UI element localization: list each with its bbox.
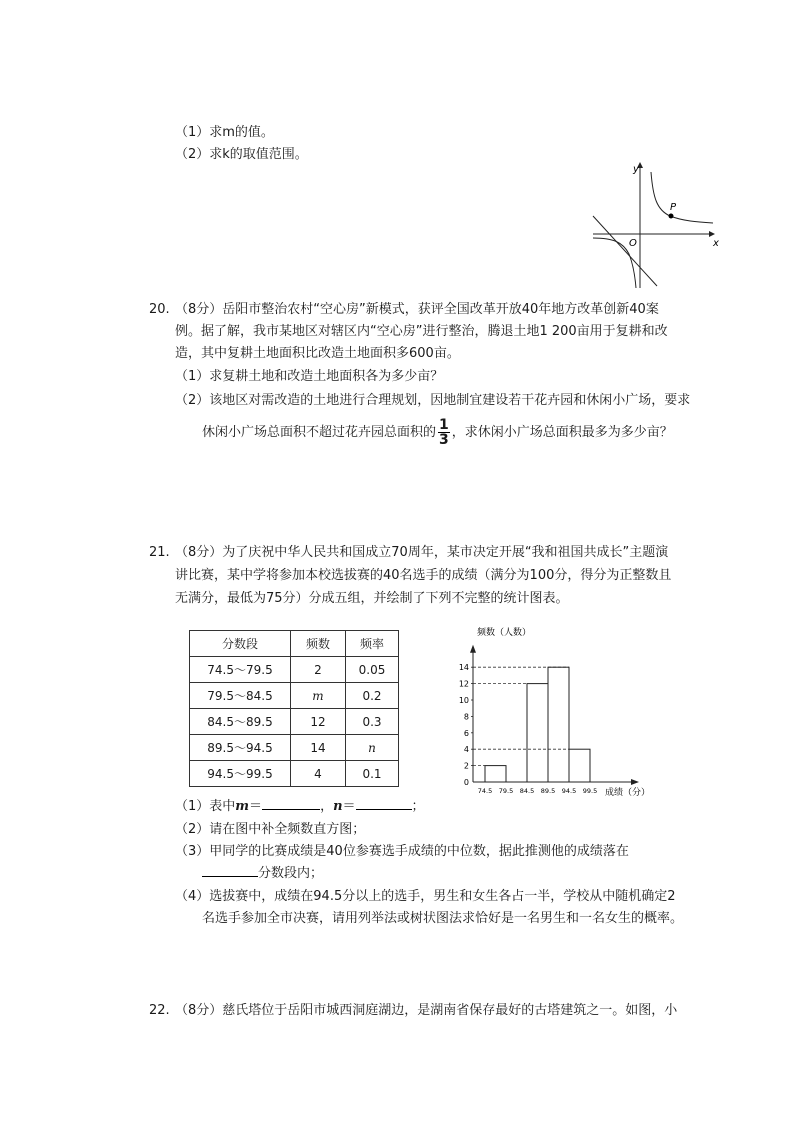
x-tick-label: 94.5 — [561, 787, 577, 795]
origin-label: O — [629, 238, 637, 249]
table-cell: 84.5～89.5 — [190, 709, 291, 735]
comma: ， — [320, 799, 334, 814]
y-axis-label: y — [633, 164, 639, 175]
q21-part1-prefix: （1）表中 — [175, 799, 236, 814]
fraction-one-third — [438, 418, 450, 447]
table-cell: 0.2 — [346, 683, 399, 709]
y-tick-label: 6 — [463, 728, 469, 738]
table-cell: m — [291, 683, 346, 709]
q19-part2: （2）求k的取值范围。 — [175, 147, 308, 162]
equals-sign: ＝ — [342, 799, 356, 814]
q20-line2: 例。据了解，我市某地区对辖区内“空心房”进行整治，腾退土地1 200亩用于复耕和改 — [175, 324, 668, 339]
table-header: 频率 — [346, 631, 399, 657]
table-cell: 89.5～94.5 — [190, 735, 291, 761]
frequency-histogram — [440, 622, 651, 802]
q20-part1: （1）求复耕土地和改造土地面积各为多少亩？ — [175, 369, 444, 384]
frequency-table — [189, 630, 399, 787]
table-cell: 0.3 — [346, 709, 399, 735]
semicolon: ； — [411, 799, 425, 814]
q21-line3: 无满分，最低为75分）分成五组，并绘制了下列不完整的统计图表。 — [175, 591, 569, 606]
x-axis-title: 成绩（分） — [605, 788, 651, 798]
table-cell: n — [346, 735, 399, 761]
x-tick-label: 79.5 — [498, 787, 514, 795]
q21-line1: （8分）为了庆祝中华人民共和国成立70周年，某市决定开展“我和祖国共成长”主题演 — [175, 545, 669, 560]
table-cell: 79.5～84.5 — [190, 683, 291, 709]
q21-line2: 讲比赛，某中学将参加本校选拔赛的40名选手的成绩（满分为100分，得分为正整数且 — [175, 568, 672, 583]
table-cell: 0.1 — [346, 761, 399, 787]
y-tick-label: 8 — [463, 712, 469, 722]
y-tick-label: 2 — [463, 761, 469, 771]
y-tick-label: 12 — [458, 679, 469, 689]
y-tick-label: 4 — [463, 745, 469, 755]
point-p — [669, 214, 674, 219]
histogram-bar — [569, 749, 590, 782]
table-cell: 2 — [291, 657, 346, 683]
q19-part1: （1）求m的值。 — [175, 125, 274, 140]
table-row — [190, 683, 399, 709]
q20-line3: 造，其中复耕土地面积比改造土地面积多600亩。 — [175, 346, 460, 361]
histogram-bar — [527, 684, 548, 782]
x-tick-label: 99.5 — [582, 787, 598, 795]
q21-part2: （2）请在图中补全频数直方图； — [175, 822, 366, 837]
hyperbola-branch-1 — [651, 172, 713, 223]
table-row — [190, 657, 399, 683]
answer-blank-m[interactable] — [262, 809, 320, 810]
equals-sign: ＝ — [249, 799, 263, 814]
x-tick-label: 74.5 — [477, 787, 493, 795]
q21-part3-line2 — [202, 864, 323, 884]
var-n: n — [333, 799, 343, 814]
q20-part2-text-b: ，求休闲小广场总面积最多为多少亩？ — [451, 425, 673, 440]
q20-part2-text-a: 休闲小广场总面积不超过花卉园总面积的 — [202, 425, 437, 440]
answer-blank-n[interactable] — [356, 809, 412, 810]
x-tick-label: 84.5 — [519, 787, 535, 795]
x-tick-label: 89.5 — [540, 787, 556, 795]
table-header: 分数段 — [190, 631, 291, 657]
x-axis-label: x — [713, 238, 719, 249]
q21-part3-line1: （3）甲同学的比赛成绩是40位参赛选手成绩的中位数，据此推测他的成绩落在 — [175, 844, 629, 859]
answer-blank-interval[interactable] — [202, 876, 258, 877]
table-header: 频数 — [291, 631, 346, 657]
y-axis-arrow — [470, 645, 476, 653]
q22-line1: （8分）慈氏塔位于岳阳市城西洞庭湖边，是湖南省保存最好的古塔建筑之一。如图，小 — [175, 1003, 678, 1018]
q20-part2-line2 — [202, 418, 673, 447]
table-cell: 14 — [291, 735, 346, 761]
y-tick-label: 0 — [463, 778, 469, 787]
fraction-denominator: 3 — [439, 432, 449, 448]
table-row — [190, 735, 399, 761]
histogram-bar — [485, 766, 506, 782]
q20-line1: （8分）岳阳市整治农村“空心房”新模式，获评全国改革开放40年地方改革创新40案 — [175, 302, 659, 317]
y-tick-label: 10 — [458, 696, 469, 705]
y-tick-label: 14 — [458, 663, 469, 673]
table-cell: 94.5～99.5 — [190, 761, 291, 787]
q22-number: 22. — [149, 1003, 170, 1018]
q21-part4-line1: （4）选拔赛中，成绩在94.5分以上的选手，男生和女生各占一半，学校从中随机确定2 — [175, 889, 676, 904]
point-p-label: P — [670, 202, 677, 213]
table-cell: 12 — [291, 709, 346, 735]
q19-function-figure — [585, 158, 725, 293]
q21-number: 21. — [149, 545, 170, 560]
q21-part4-line2: 名选手参加全市决赛，请用列举法或树状图法求恰好是一名男生和一名女生的概率。 — [202, 911, 684, 926]
x-axis-arrow — [631, 779, 639, 785]
q20-part2-line1: （2）该地区对需改造的土地进行合理规划，因地制宜建设若干花卉园和休闲小广场，要求 — [175, 393, 691, 408]
q21-part3-suffix: 分数段内； — [258, 866, 324, 881]
table-cell: 0.05 — [346, 657, 399, 683]
table-cell: 4 — [291, 761, 346, 787]
table-row — [190, 761, 399, 787]
table-cell: 74.5～79.5 — [190, 657, 291, 683]
fraction-numerator: 1 — [439, 417, 449, 433]
histogram-bar — [548, 667, 569, 782]
q20-number: 20. — [149, 302, 170, 317]
q21-part1 — [175, 797, 425, 817]
y-axis-title: 频数（人数） — [477, 628, 532, 638]
table-header-row — [190, 631, 399, 657]
straight-line — [593, 216, 657, 286]
table-row — [190, 709, 399, 735]
var-m: m — [235, 799, 250, 814]
